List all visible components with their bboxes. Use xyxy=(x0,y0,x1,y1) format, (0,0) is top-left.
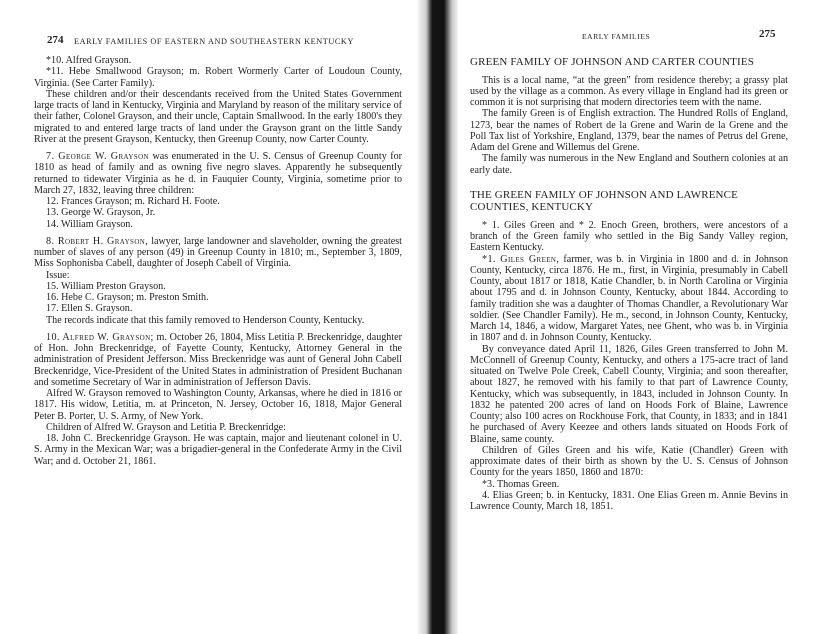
paragraph: * 1. Giles Green and * 2. Enoch Green, brothers, were ancestors of a branch of the Green family who settled in the Big Sandy Valley region, Eastern Kentucky. xyxy=(470,219,788,254)
right-body-text xyxy=(470,56,788,512)
paragraph: Children of Giles Green and his wife, Katie (Chandler) Green with approximate dates of their birth as shown by the U. S. Census of Johnson County for the years 1850, 1860 and 1870: xyxy=(470,444,788,479)
left-body-text xyxy=(34,55,402,467)
paragraph: By conveyance dated April 11, 1826, Giles Green transferred to John M. McConnell of Greenup County, Kentucky, and others a 175-acre tract of land situated on Twelve Pole Creek, Cabell County, Virginia; and soon thereafter, about 1827, he removed with his family to that part of Lawrence County, Kentucky, which was subsequently, in 1843, included in Johnson County. In 1832 he patented 200 acres of land on Hoods Fork of Blaine, Lawrence County; also 100 acres on Rockhouse Fork, that County, in 1833; and in 1841 he purchased of Avery Keezee and others lands situated on Hoods Fork of Blaine, same county. xyxy=(470,343,788,445)
paragraph: 13. George W. Grayson, Jr. xyxy=(46,207,156,219)
paragraph: Children of Alfred W. Grayson and Letitia P. Breckenridge: xyxy=(46,421,286,433)
person-name: *1. Giles Green, xyxy=(482,253,560,265)
running-head: EARLY FAMILIES OF EASTERN AND SOUTHEASTERN KENTUCKY xyxy=(74,37,354,46)
paragraph-text: was enumerated in the U. S. Census of Greenup County for 1810 as head of family and as owning five negro slaves. Apparently he subsequently returned to tidewater Virginia as he d. in Fauquier County, Virginia, sometime prior to March 27, 1832, leaving three children: xyxy=(34,151,402,196)
paragraph-text: lawyer, large landowner and slaveholder, owning the greatest number of slaves of any person (49) in Greenup County in 1810; m., September 3, 1809, Miss Sophonisba Cabell, daughter of Joseph Cabell of Virginia. xyxy=(34,235,402,270)
paragraph: The records indicate that this family removed to Henderson County, Kentucky. xyxy=(46,314,365,326)
paragraph-text: farmer, was b. in Virginia in 1800 and d. in Johnson County, Kentucky, circa 1876. He m., first, in Virginia, presumably in Cabell County, about 1817 or 1818, Katie Chandler, b. in North Carolina or Virginia about 1795 and d. in Johnson County, Kentucky, about 1844. According to family tradition she was a daughter of Thomas Chandler, a Revolutionary War soldier. (See Chandler Family). He m., second, in Johnson County, Kentucky, March 14, 1846, a widow, Margaret Yates, nee Ghent, who was b. in Virginia in 1807 and d. in Johnson County, Kentucky. xyxy=(470,253,788,344)
paragraph: 18. John C. Breckenridge Grayson. He was captain, major and lieutenant colonel in U. S. Army in the Mexican War; was a brigadier-general in the Confederate Army in the Civil War; and d. October 21, 1861. xyxy=(34,433,402,467)
paragraph: These children and/or their descendants received from the United States Government large tracts of land in Kentucky, Virginia and Maryland by reason of the military service of their father, Colonel Grayson, and their uncle, Captain Smallwood. In the early 1800's they migrated to and entered large tracts of land under the Grayson grant on the little Sandy River at the present Grayson, Kentucky, then Greenup County, now Carter County. xyxy=(34,88,402,145)
paragraph: 17. Ellen S. Grayson. xyxy=(46,303,133,315)
paragraph-text: m. October 26, 1804, Miss Letitia P. Breckenridge, daughter of Hon. John Breckenridge, of Fayette County, Kentucky, Attorney General in the administration of President Jefferson. Miss Breckenridge was aunt of General John Cabell Breckenridge, Vice-President of the United States in administration of President Buchanan and sometime Secretary of War in administration of Jefferson Davis. xyxy=(34,331,402,388)
paragraph: *3. Thomas Green. xyxy=(482,478,560,490)
paragraph: The family Green is of English extraction. The Hundred Rolls of England, 1273, bear the names of Robert de la Grene and Warin de la Grene and the Poll Tax list of Yorkshire, England, 1379, bear the names of Petrus del Grene, Adam del Grene and Willemus del Grene. xyxy=(470,108,788,153)
section-heading: GREEN FAMILY OF JOHNSON AND CARTER COUNTIES xyxy=(470,56,754,68)
paragraph: This is a local name, “at the green” from residence thereby; a grassy plat used by the village as a common. As every village in England had its green or common it is not surprising that modern directories teem with the name. xyxy=(470,74,788,108)
person-name: 10. Alfred W. Grayson; xyxy=(46,331,154,343)
paragraph: *10. Alfred Grayson. xyxy=(46,55,132,66)
paragraph: Alfred W. Grayson removed to Washington County, Arkansas, where he died in 1816 or 1817. His widow, Letitia, m. at Princeton, N. Jersey, October 16, 1818, Major General Peter B. Porter, U. S. Army, of New York. xyxy=(34,388,402,422)
person-name: 8. Robert H. Grayson, xyxy=(46,235,149,247)
person-name: 7. George W. Grayson xyxy=(46,151,149,162)
paragraph: The family was numerous in the New England and Southern colonies at an early date. xyxy=(470,153,788,176)
paragraph xyxy=(34,332,402,388)
book-spine xyxy=(418,0,458,634)
paragraph: *11. Hebe Smallwood Grayson; m. Robert Wormerly Carter of Loudoun County, Virginia. (See Carter Family). xyxy=(34,66,402,89)
paragraph: 16. Hebe C. Grayson; m. Preston Smith. xyxy=(46,292,209,303)
page-number: 275 xyxy=(759,28,776,40)
paragraph: 14. William Grayson. xyxy=(46,218,133,230)
running-head: EARLY FAMILIES xyxy=(582,32,651,41)
section-heading: COUNTIES, KENTUCKY xyxy=(470,201,594,214)
paragraph: 12. Frances Grayson; m. Richard H. Foote. xyxy=(46,196,220,207)
page-number: 274 xyxy=(47,34,64,46)
paragraph xyxy=(470,254,788,344)
section-heading: THE GREEN FAMILY OF JOHNSON AND LAWRENCE xyxy=(470,188,739,201)
paragraph: 4. Elias Green; b. in Kentucky, 1831. One Elias Green m. Annie Bevins in Lawrence County, March 18, 1851. xyxy=(470,489,788,512)
right-page xyxy=(458,0,823,634)
paragraph xyxy=(34,151,402,196)
paragraph: 15. William Preston Grayson. xyxy=(46,280,166,292)
paragraph: Issue: xyxy=(46,269,70,281)
paragraph xyxy=(34,236,402,270)
